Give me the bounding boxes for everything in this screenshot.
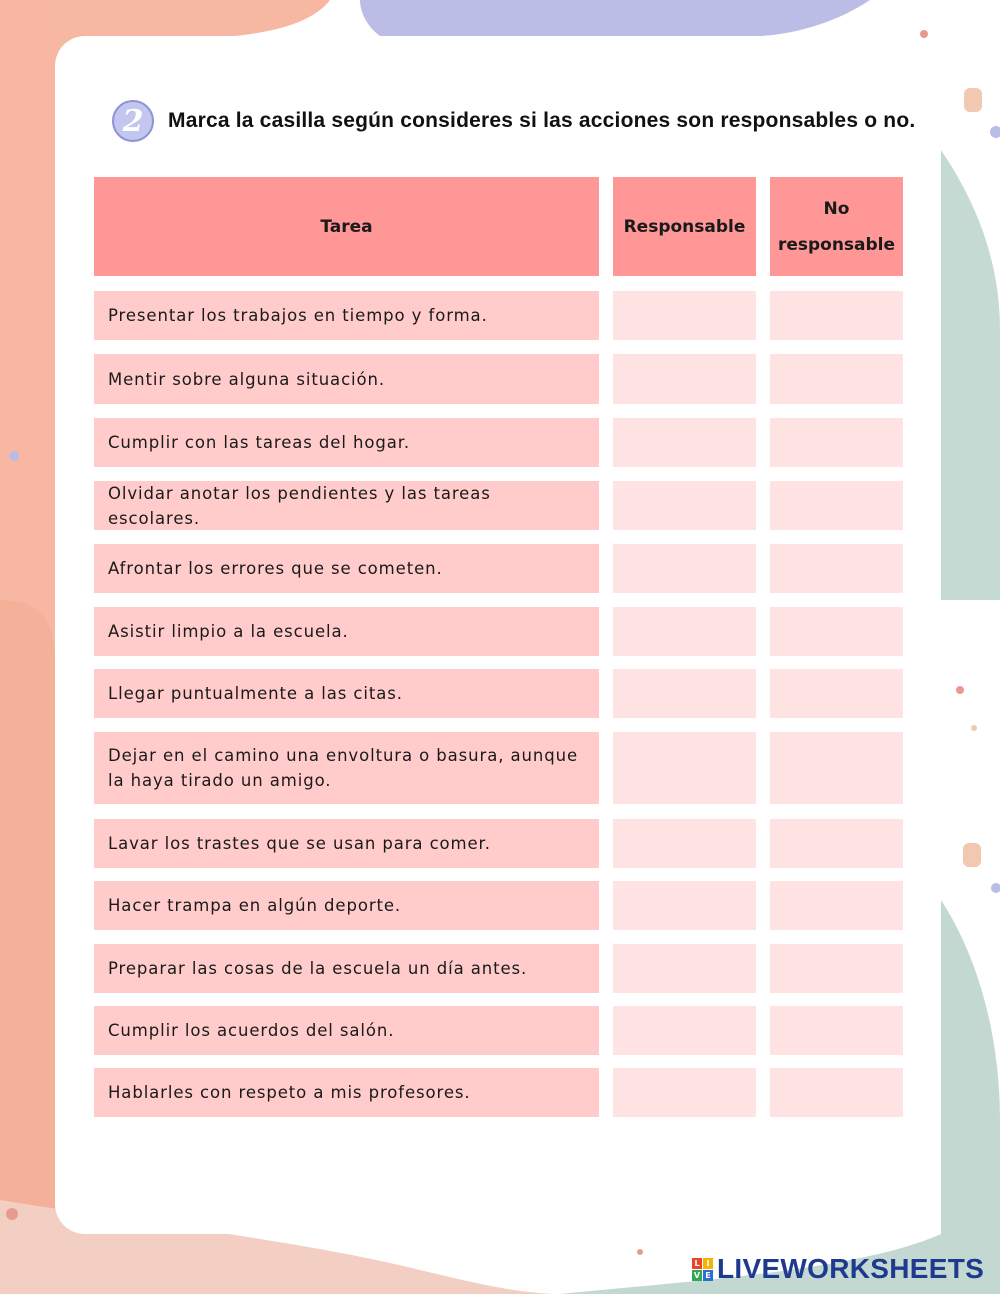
responsible-checkbox[interactable] xyxy=(613,607,756,656)
header-not-responsible-line1: No xyxy=(823,198,850,219)
liveworksheets-logo[interactable] xyxy=(692,1252,984,1286)
logo-letter: E xyxy=(703,1270,713,1281)
logo-mark-icon xyxy=(692,1258,713,1281)
confetti-dot xyxy=(956,686,964,694)
responsible-checkbox[interactable] xyxy=(613,481,756,530)
responsible-checkbox[interactable] xyxy=(613,418,756,467)
task-cell: Mentir sobre alguna situación. xyxy=(94,354,599,404)
task-cell: Hablarles con respeto a mis profesores. xyxy=(94,1068,599,1117)
task-cell: Lavar los trastes que se usan para comer. xyxy=(94,819,599,868)
logo-text: LIVEWORKSHEETS xyxy=(717,1253,985,1284)
not-responsible-checkbox[interactable] xyxy=(770,819,903,868)
responsible-checkbox[interactable] xyxy=(613,1068,756,1117)
confetti-dot xyxy=(6,1208,18,1220)
confetti-dot xyxy=(964,88,982,112)
header-task: Tarea xyxy=(94,177,599,276)
task-cell: Cumplir los acuerdos del salón. xyxy=(94,1006,599,1055)
responsible-checkbox[interactable] xyxy=(613,669,756,718)
confetti-dot xyxy=(991,883,1000,893)
not-responsible-checkbox[interactable] xyxy=(770,1068,903,1117)
confetti-dot xyxy=(963,843,981,867)
task-cell: Cumplir con las tareas del hogar. xyxy=(94,418,599,467)
instruction-text: Marca la casilla según consideres si las acciones son responsables o no. xyxy=(168,109,916,132)
task-cell: Olvidar anotar los pendientes y las tareas escolares. xyxy=(94,481,599,530)
not-responsible-checkbox[interactable] xyxy=(770,607,903,656)
responsible-checkbox[interactable] xyxy=(613,732,756,804)
responsible-checkbox[interactable] xyxy=(613,881,756,930)
confetti-dot xyxy=(637,1249,643,1255)
confetti-dot xyxy=(9,451,19,461)
not-responsible-checkbox[interactable] xyxy=(770,418,903,467)
right-sage-blob xyxy=(941,150,1000,600)
responsible-checkbox[interactable] xyxy=(613,354,756,404)
header-responsible: Responsable xyxy=(613,177,756,276)
not-responsible-checkbox[interactable] xyxy=(770,944,903,993)
logo-letter: L xyxy=(692,1258,702,1269)
question-number-badge: 2 xyxy=(112,100,154,142)
responsible-checkbox[interactable] xyxy=(613,544,756,593)
left-peach-lower xyxy=(0,600,55,1294)
task-cell: Preparar las cosas de la escuela un día antes. xyxy=(94,944,599,993)
task-cell: Asistir limpio a la escuela. xyxy=(94,607,599,656)
confetti-dot xyxy=(971,725,977,731)
task-cell: Hacer trampa en algún deporte. xyxy=(94,881,599,930)
logo-letter: V xyxy=(693,1270,701,1280)
confetti-dot xyxy=(990,126,1000,138)
task-cell: Llegar puntualmente a las citas. xyxy=(94,669,599,718)
not-responsible-checkbox[interactable] xyxy=(770,1006,903,1055)
header-not-responsible xyxy=(770,177,903,276)
header-not-responsible-line2: responsable xyxy=(777,234,896,255)
not-responsible-checkbox[interactable] xyxy=(770,291,903,340)
task-cell: Dejar en el camino una envoltura o basura, aunque la haya tirado un amigo. xyxy=(94,732,599,804)
not-responsible-checkbox[interactable] xyxy=(770,481,903,530)
not-responsible-checkbox[interactable] xyxy=(770,732,903,804)
not-responsible-checkbox[interactable] xyxy=(770,669,903,718)
task-cell: Afrontar los errores que se cometen. xyxy=(94,544,599,593)
responsible-checkbox[interactable] xyxy=(613,291,756,340)
task-cell: Presentar los trabajos en tiempo y forma. xyxy=(94,291,599,340)
responsible-checkbox[interactable] xyxy=(613,944,756,993)
logo-letter: I xyxy=(703,1258,713,1269)
responsible-checkbox[interactable] xyxy=(613,1006,756,1055)
responsible-checkbox[interactable] xyxy=(613,819,756,868)
top-lavender-blob xyxy=(360,0,870,36)
not-responsible-checkbox[interactable] xyxy=(770,354,903,404)
not-responsible-checkbox[interactable] xyxy=(770,544,903,593)
instruction xyxy=(112,98,915,144)
not-responsible-checkbox[interactable] xyxy=(770,881,903,930)
